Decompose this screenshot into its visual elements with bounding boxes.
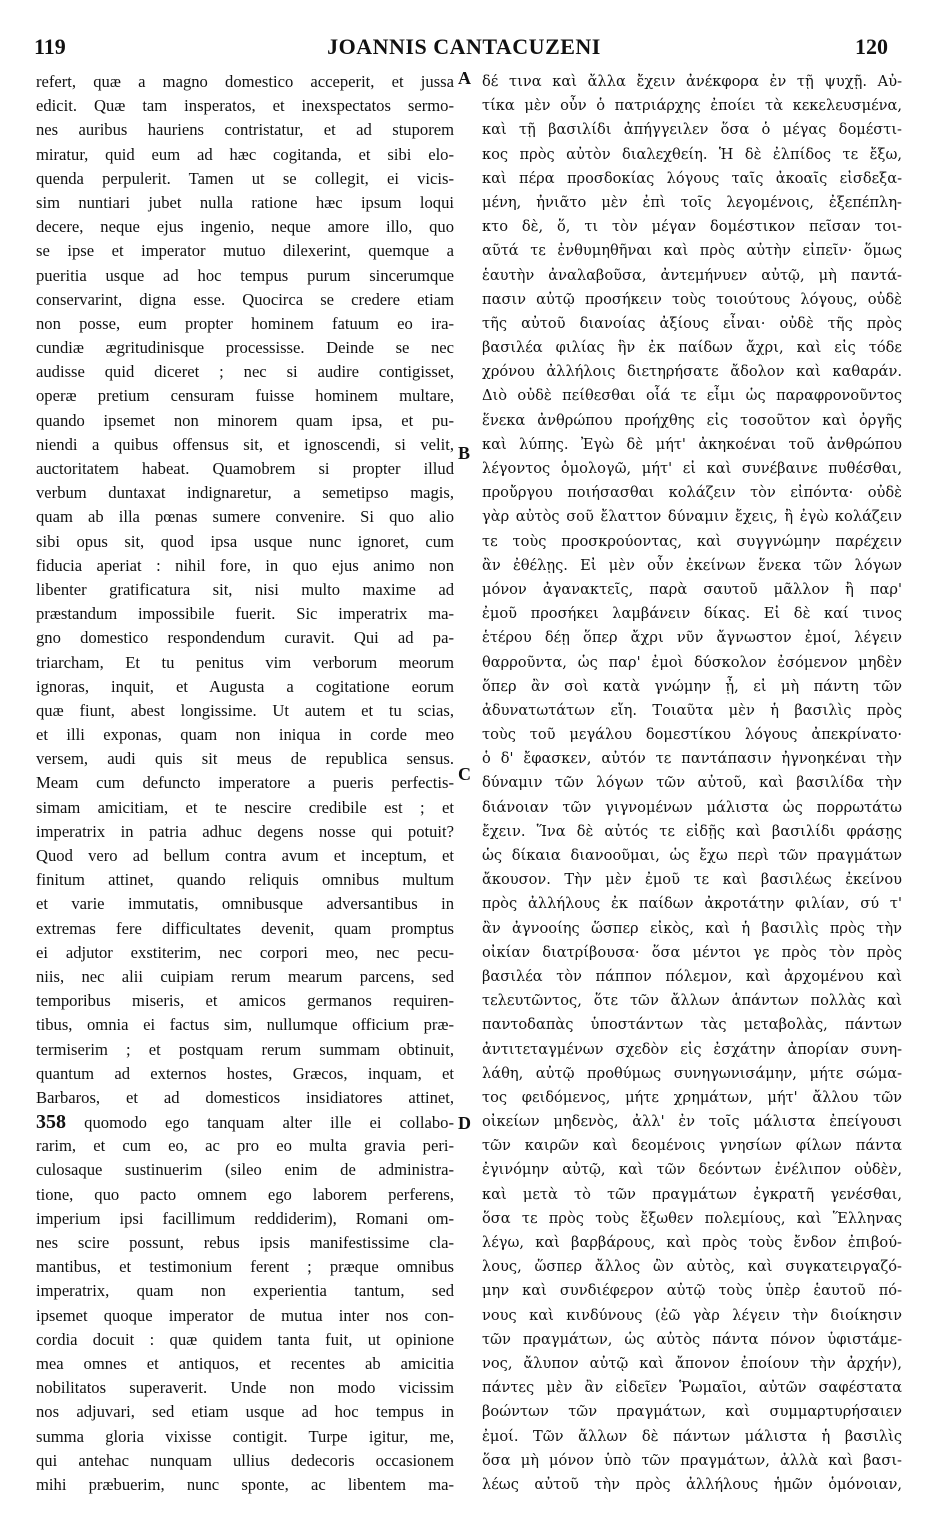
latin-text-line: refert, quæ a magno domestico acceperit, et jussa — [36, 72, 454, 91]
latin-text-line: qui antehac nunquam ullius dedecoris occasionem — [36, 1450, 454, 1470]
latin-text-line: mea omnes et antiquos, et recentes ab amicitia — [36, 1353, 454, 1373]
latin-text-line: sim nuntiari jubet nulla ratione hæc ipsum loqui — [36, 192, 454, 212]
latin-text-line: Meam cum defuncto imperatore a pueris perfectis- — [36, 773, 454, 793]
greek-text-line: ὅσα τε πρὸς τοὺς ἔξωθεν πολεμίους, καὶ Ἕλληνας — [482, 1209, 902, 1227]
latin-text-line: verbum duntaxat indignaretur, a semetipso magis, — [36, 483, 454, 503]
latin-text-line: imperium ipsi facillimum reddiderim), Romani om- — [36, 1208, 454, 1228]
greek-text-line: λέως αὐτοῦ τὴν πρὸς ἀλλήλους ἡμῶν ὁμόνοιαν, — [482, 1475, 902, 1493]
latin-text-line: miratur, quid eum ad hæc cogitanda, et sibi elo- — [36, 144, 454, 164]
greek-text-line: οἰκίαν διατρίβουσα· ὅσα μέντοι γε πρὸς τὸν πρὸς — [482, 943, 902, 961]
greek-text-line: βασιλέα τὸν πάππον πόλεμον, καὶ ἀρχομένου καὶ — [482, 967, 902, 985]
greek-text-line: τοὺς τοῦ μεγάλου δομεστίκου λόγους ἀπεκρίνατο· — [482, 726, 902, 744]
greek-text-line: ὡς δίκαια διανοοῦμαι, ὡς ἔχω περὶ τῶν πραγμάτων — [482, 847, 902, 864]
greek-text-line: τε τοὺς προσκρούοντας, καὶ συγγνώμην παρέχειν — [482, 532, 902, 550]
greek-text-line: μένη, ἠνιᾶτο μὲν ἐπὶ τοῖς λεγομένοις, ἐξεπέπλη- — [482, 193, 902, 211]
greek-text-line: καὶ λύπης. Ἐγὼ δὲ μήτ' ἀκηκοέναι τοῦ ἀνθρώπου — [482, 435, 902, 453]
greek-text-line: ἂν ἀγνοοίης ὥσπερ εἰκὸς, καὶ ἡ βασιλὶς πρὸς τὴν — [482, 919, 902, 937]
latin-text-line: præstandum impossibile fuerit. Sic imperatrix ma- — [36, 604, 454, 624]
latin-text-line: extremas fere difficultates devenit, quam promptus — [36, 918, 454, 938]
greek-text-line: καὶ μετὰ τὸ τῶν πραγμάτων ἐγκρατῆ γενέσθαι, — [482, 1185, 902, 1203]
latin-text-line: quantum ad externos hostes, Græcos, inquam, et — [36, 1063, 454, 1083]
greek-text-line: δέ τινα καὶ ἄλλα ἔχειν ἀνέκφορα ἐν τῇ ψυχῇ. Αὐ- — [482, 73, 902, 90]
greek-text-line: πάντες μὲν ἂν εἰδεῖεν Ῥωμαῖοι, αὐτῶν σαφέστατα — [482, 1379, 902, 1397]
latin-column — [36, 70, 454, 1497]
greek-text-line: τῶν πραγμάτων, ὡς αὐτὸς πάντα πόνον ὑφιστάμε- — [482, 1330, 902, 1348]
greek-text-line: ἑτέρου δέῃ ὅπερ ἄχρι νῦν ἄγνωστον ἐμοί, λέγειν — [482, 629, 902, 647]
greek-text-line: βασιλέα φιλίας ἣν ἐκ παίδων ἄχρι, καὶ εἰς τόδε — [482, 339, 902, 357]
greek-text-line: βοώντων τῶν πραγμάτων, καὶ συμμαρτυρήσαιεν — [482, 1403, 902, 1421]
column-marker-number: 358 — [36, 1111, 66, 1134]
latin-text-line: simam amicitiam, et te nescire credibile est ; et — [36, 797, 454, 817]
latin-text-line: tibus, omnia ei factus sim, nullumque officium præ- — [36, 1015, 454, 1035]
latin-text-line: conservarint, digna esse. Quocirca se credere etiam — [36, 289, 454, 309]
latin-text-line: imperatrix, quam non experientia tantum, sed — [36, 1281, 454, 1301]
greek-text-line: πασιν αὐτῷ προσήκειν τοὺς τοιούτους λόγους, οὐδὲ — [482, 290, 902, 308]
greek-text-line: τος φειδόμενος, μήτε χρημάτων, μήτ' ἄλλου τῶν — [482, 1088, 902, 1106]
margin-letter-c: C — [458, 764, 471, 784]
latin-text-line: niis, nec alii cuipiam rerum mearum parcens, sed — [36, 966, 454, 986]
greek-text-line: μόνον ἀγανακτεῖς, παρὰ σαυτοῦ μᾶλλον ἢ παρ' — [482, 580, 902, 598]
latin-text-line: et varie immutatis, omnibusque adversantibus in — [36, 894, 454, 914]
greek-text-line: αῦτά τε ἐνθυμηθῆναι καὶ πρὸς αὐτὴν εἰπεῖν· ὅμως — [482, 242, 902, 260]
greek-text-line: νους καὶ κινδύνους (ἐῶ γὰρ λέγειν τὴν διοίκησιν — [482, 1306, 902, 1324]
greek-text-line: οἰκείων μηδενὸς, ἀλλ' ἐν τοῖς μάλιστα ἐπείγουσι — [482, 1113, 902, 1131]
latin-text-line: gno domestico respondendum curavit. Qui ad pa- — [36, 628, 454, 648]
greek-text-line: ὅπερ ἂν σοὶ κατὰ γνώμην ᾖ, εἰ μὴ πάντη τῶν — [482, 677, 902, 695]
latin-text-line: quæ fiunt, abest longissime. Ut autem et tu scias, — [36, 700, 454, 720]
margin-letter-b: B — [458, 443, 471, 463]
latin-text-line: nobilitatos superaverit. Unde non modo vicissim — [36, 1378, 454, 1398]
latin-text-line-text: quomodo ego tanquam alter ille ei collabo- — [84, 1113, 454, 1133]
latin-text-line: pueritia usque ad hoc tempus purum sincerumque — [36, 265, 454, 285]
latin-text-line: quam ab illa pœnas sumere convenire. Si quo alio — [36, 507, 454, 527]
right-page-number: 120 — [855, 34, 888, 59]
latin-text-line: nes auribus hauriens contristatur, et ad stuporem — [36, 120, 454, 140]
latin-text-line: tione, quo pacto omnem ego laborem perferens, — [36, 1184, 454, 1204]
latin-text-line: mantibus, et testimonium ferent ; præque omnibus — [36, 1257, 454, 1277]
latin-text-line: mihi præbuerim, nunc sponte, ac libentem ma- — [36, 1474, 454, 1494]
latin-text-line: quando ipsemet non minorem quam ipsa, et pu- — [36, 410, 454, 430]
greek-text-line: ὁ δ' ἔφασκεν, αὐτόν τε παντάπασιν ἠγνοηκέναι τὴν — [482, 750, 902, 768]
greek-text-line: πρὸς ἀλλήλους ἐκ παίδων ἀκροτάτην φιλίαν, σύ τ' — [482, 895, 902, 913]
latin-text-line: libenter gratificatura sit, nisi multo maxime ad — [36, 579, 454, 599]
latin-text-line: Quod vero ad bellum contra avum et inceptum, et — [36, 846, 454, 865]
greek-text-line: ἄκουσον. Τὴν μὲν ἐμοῦ τε καὶ βασιλέως ἐκείνου — [482, 871, 902, 889]
page-header — [0, 34, 928, 62]
margin-letter-a: A — [458, 68, 471, 88]
greek-text-line: ἂν ἐθέλῃς. Εἰ μὲν οὖν ἐκείνων ἕνεκα τῶν λόγων — [482, 556, 902, 574]
greek-text-line: καὶ πέρα προσδοκίας λόγους ταῖς ἀκοαῖς εἰσδεξα- — [482, 169, 902, 187]
greek-text-line: ἀδυνατωτάτων εἴη. Τοιαῦτα μὲν ἡ βασιλὶς πρὸς — [482, 701, 902, 719]
greek-text-line: ὅσα μὴ μόνον ὑπὸ τῶν πραγμάτων, ἀλλὰ καὶ βασι- — [482, 1451, 902, 1469]
latin-text-line: operæ pretium censuram fuisse hominem multare, — [36, 386, 454, 406]
latin-text-line: versem, audi quis sit meus de republica sensus. — [36, 749, 454, 769]
latin-text-line: triarcham, Et tu penitus vim verborum meorum — [36, 652, 454, 672]
latin-text-line: ipsemet quoque imperator de mutua inter nos con- — [36, 1305, 454, 1325]
latin-text-line: nos adjuvari, sed etiam usque ad hoc tempus in — [36, 1402, 454, 1422]
greek-text-line: ἐμοί. Τῶν ἄλλων δὲ πάντων μάλιστα ἡ βασιλὶς — [482, 1427, 902, 1445]
greek-text-line: τελευτῶντος, ὅτε τῶν ἄλλων ἁπάντων πολλὰς καὶ — [482, 992, 902, 1010]
latin-text-line — [36, 1110, 454, 1134]
greek-text-line: προὔργου ποιήσασθαι κολάζειν τὸν εἰπόντα· οὐδὲ — [482, 484, 902, 502]
greek-text-line: κτο δὲ, ὅ, τι τὸν μέγαν δομέστικον πεῖσαν τοι- — [482, 218, 902, 236]
latin-text-line: auctoritatem habeat. Quamobrem si propter illud — [36, 459, 454, 478]
greek-text-line: τίκα μὲν οὖν ὁ πατριάρχης ἐποίει τὰ κεκελευσμένα, — [482, 97, 902, 115]
greek-text-line: κος πρὸς αὐτὸν διαλεχθείη. Ἡ δὲ ἐλπίδος τε ἔξω, — [482, 145, 902, 163]
greek-text-line: διάνοιαν τῶν γιγνομένων μάλιστα ὡς πορρωτάτω — [482, 798, 902, 816]
latin-text-line: edicit. Quæ tam insperatos, et inexspectatos sermo- — [36, 96, 454, 116]
latin-text-line: decere, neque ejus ingenio, neque amore illo, quo — [36, 217, 454, 237]
greek-text-line: ἑαυτὴν ἀναλαβοῦσα, ἀντεμήνυεν αὐτῷ, μὴ παντά- — [482, 266, 902, 284]
latin-text-line: culosaque sustinuerim (sileo enim de administra- — [36, 1160, 454, 1180]
greek-text-line: ἐμοῦ προσήκει λαμβάνειν δίκας. Εἰ δὲ καί τινος — [482, 605, 902, 623]
latin-text-line: summa gloria vixisse contigit. Turpe igitur, me, — [36, 1426, 454, 1446]
greek-column — [482, 70, 902, 1497]
greek-text-line: ἕνεκα ἀνθρώπου προήχθης εἰς τοσοῦτον καὶ ὀργῆς — [482, 411, 902, 429]
latin-text-line: Barbaros, et ad domesticos insidiatores attinet, — [36, 1087, 454, 1107]
greek-text-line: νος, ἄλυπον αὐτῷ καὶ ἄπονον ἐποίουν τὴν ἀρχήν), — [482, 1354, 902, 1372]
greek-text-line: λέγω, καὶ βαρβάρους, καὶ πρὸς τοὺς ἔνδον ἐπιβού- — [482, 1234, 902, 1251]
greek-text-line: καὶ τῇ βασιλίδι ἀπήγγειλεν ὅσα ὁ μέγας δομέστι- — [482, 121, 902, 139]
latin-text-line: finitum attinet, quando reliquis omnibus multum — [36, 870, 454, 890]
margin-letter-d: D — [458, 1113, 471, 1133]
latin-text-line: fiducia aperiat : nihil fore, in quo ejus animo non — [36, 555, 454, 575]
latin-text-line: se ipse et imperator mutuo dilexerint, quemque a — [36, 241, 454, 261]
latin-text-line: quenda perpulerit. Tamen ut se collegit, ei vicis- — [36, 168, 454, 188]
latin-text-line: ei adjutor exstiterim, nec corpori meo, nec pecu- — [36, 942, 454, 962]
greek-text-line: ἔχειν. Ἵνα δὲ αὐτός τε εἰδῇς καὶ βασιλίδι φράσῃς — [482, 822, 902, 840]
greek-text-line: Διὸ οὐδὲ πείθεσθαι οἷά τε εἶμι ὡς παραφρονοῦντος — [482, 387, 902, 405]
latin-text-line: nes scire possunt, rebus ipsis manifestissime cla- — [36, 1233, 454, 1252]
latin-text-line: rarim, et cum eo, ac pro eo multa gravia peri- — [36, 1136, 454, 1156]
greek-text-line: παντοδαπὰς ὑποστάντων τὰς μεταβολὰς, πάντων — [482, 1016, 902, 1034]
latin-text-line: cordia docuit : quæ quidem tanta fuit, ut opinione — [36, 1329, 454, 1349]
latin-text-line: sibi opus sit, quod ipsa usque nunc ignoret, cum — [36, 531, 454, 551]
left-page-number: 119 — [34, 34, 66, 59]
greek-text-line: χρόνου ἀλλήλοις διετηρήσατε ἄδολον καὶ καθαράν. — [482, 363, 902, 381]
latin-text-line: et illi exponas, quam non iniqua in corde meo — [36, 725, 454, 745]
latin-text-line: imperatrix in patria adhuc degens nosse qui potuit? — [36, 821, 454, 841]
greek-text-line: θαρροῦντα, ὡς παρ' ἐμοὶ δύσκολον ἐσόμενον μηδὲν — [482, 653, 902, 671]
latin-text-line: non posse, eum propter hominem fatuum eo ira- — [36, 313, 454, 333]
running-title: JOANNIS CANTACUZENI — [327, 34, 601, 59]
latin-text-line: temporibus miseris, et amicos germanos requiren- — [36, 991, 454, 1011]
greek-text-line: λάθη, αὐτῷ προθύμως συνηγωνισάμην, μήτε σώμα- — [482, 1064, 902, 1082]
greek-text-line: τῶν καιρῶν καὶ δεομένοις γνησίων φίλων πάντα — [482, 1137, 902, 1155]
greek-text-line: δύναμιν τῶν λόγων τῶν αὐτοῦ, καὶ βασιλίδα τὴν — [482, 774, 902, 792]
greek-text-line: λέγοντος ὁμολογῶ, μήτ' εἰ καὶ συνέβαινε πυθέσθαι, — [482, 460, 902, 477]
latin-text-line: audisse quid diceret ; nec si audire contigisset, — [36, 362, 454, 382]
latin-text-line: cundiæ ægritudinisque processisse. Deinde se nec — [36, 338, 454, 358]
latin-text-line: niendi a quibus offensus sit, et ignoscendi, si velit, — [36, 434, 454, 454]
greek-text-line: λους, ὥσπερ ἄλλος ὢν αὐτὸς, καὶ συγκατειργαζό- — [482, 1258, 902, 1276]
latin-text-line: ignoras, inquit, et Augusta a cogitatione eorum — [36, 676, 454, 696]
greek-text-line: ἀντιτεταγμένων σχεδὸν εἰς ἐσχάτην ἀπορίαν συνη- — [482, 1040, 902, 1058]
greek-text-line: μην καὶ συνδιέφερον αὐτῷ τοὺς ὑπὲρ ἑαυτοῦ πό- — [482, 1282, 902, 1300]
greek-text-line: ἐγινόμην αὐτῷ, καὶ τῶν δεόντων ἐνέλιπον οὐδὲν, — [482, 1161, 902, 1179]
greek-text-line: τῆς αὐτοῦ διανοίας ἀξίους εἶναι· οὐδὲ τῆς πρὸς — [482, 314, 902, 332]
latin-text-line: termiserim ; et postquam rerum summam obtinuit, — [36, 1039, 454, 1059]
greek-text-line: γὰρ αὐτὸς σοῦ ἔλαττον δύναμιν ἔχεις, ἢ ἐγὼ κολάζειν — [482, 508, 902, 526]
